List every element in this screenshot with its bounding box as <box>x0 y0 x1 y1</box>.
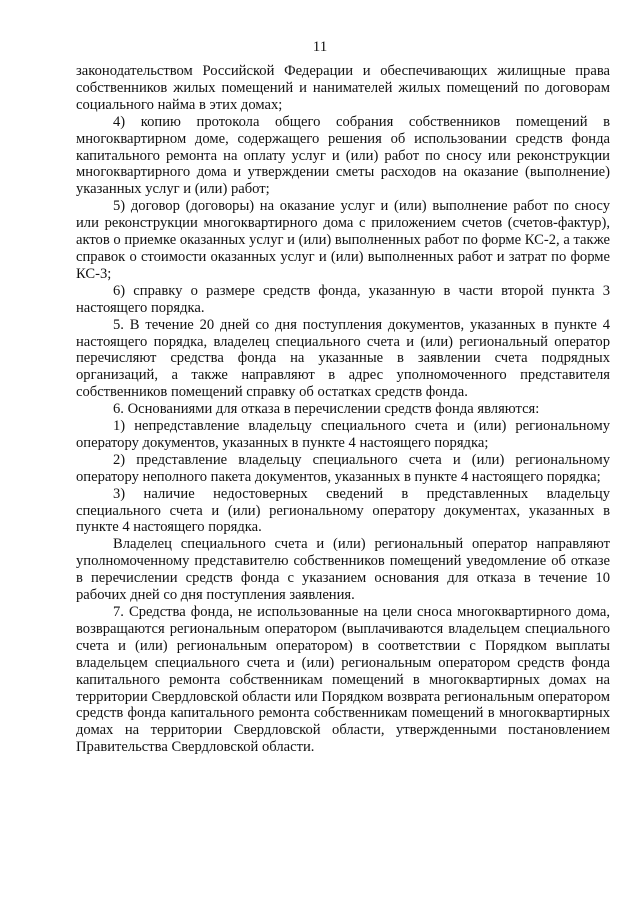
paragraph: 3) наличие недостоверных сведений в представленных владельцу специального счета и (или) региональному оператору документах, указанных в пункте 4 настоящего порядка. <box>76 485 610 536</box>
paragraph: законодательством Российской Федерации и обеспечивающих жилищные права собственников жилых помещений и нанимателей жилых помещений по договорам социального найма в этих домах; <box>76 63 610 113</box>
paragraph: 1) непредставление владельцу специального счета и (или) региональному оператору документов, указанных в пункте 4 настоящего порядка; <box>76 418 610 451</box>
document-body <box>76 63 610 756</box>
paragraph: 6) справку о размере средств фонда, указанную в части второй пункта 3 настоящего порядка. <box>76 282 610 316</box>
paragraph: Владелец специального счета и (или) региональный оператор направляют уполномоченному представителю собственников помещений уведомление об отказе в перечислении средств фонда с указанием основания для отказа в течение 10 рабочих дней со дня поступления заявления. <box>76 536 610 604</box>
paragraph: 5) договор (договоры) на оказание услуг и (или) выполнение работ по сносу или реконструкции многоквартирного дома с приложением счетов (счетов-фактур), актов о приемке оказанных услуг и (или) выполненных работ по форме КС-2, а также справок о стоимости оказанных услуг и (или) выполненных работ и затрат по форме КС-3; <box>76 198 610 282</box>
paragraph: 7. Средства фонда, не использованные на цели сноса многоквартирного дома, возвращаются региональным оператором (выплачиваются владельцем специального счета и (или) региональным оператором) в соответствии с Порядком выплаты владельцем специального счета и (или) региональным оператором средств фонда капитального ремонта собственникам помещений в многоквартирных домах на территории Свердловской области или Порядком возврата региональным оператором средств фонда капитального ремонта собственникам помещений в многоквартирных домах на территории Свердловской области, утвержденными постановлением Правительства Свердловской области. <box>76 604 610 756</box>
paragraph: 5. В течение 20 дней со дня поступления документов, указанных в пункте 4 настоящего порядка, владелец специального счета и (или) региональный оператор перечисляют средства фонда на указанные в заявлении счета подрядных организаций, а также направляют в адрес уполномоченного представителя собственников помещений справку об остатках средств фонда. <box>76 316 610 401</box>
paragraph: 2) представление владельцу специального счета и (или) региональному оператору неполного пакета документов, указанных в пункте 4 настоящего порядка; <box>76 451 610 485</box>
paragraph: 6. Основаниями для отказа в перечислении средств фонда являются: <box>113 401 540 418</box>
paragraph: 4) копию протокола общего собрания собственников помещений в многоквартирном доме, содержащего решения об использовании средств фонда капитального ремонта на оплату услуг и (или) работ по сносу или реконструкции многоквартирного дома и утверждении сметы расходов на оказание (выполнение) указанных услуг и (или) работ; <box>76 113 610 198</box>
page-number: 11 <box>312 39 328 55</box>
